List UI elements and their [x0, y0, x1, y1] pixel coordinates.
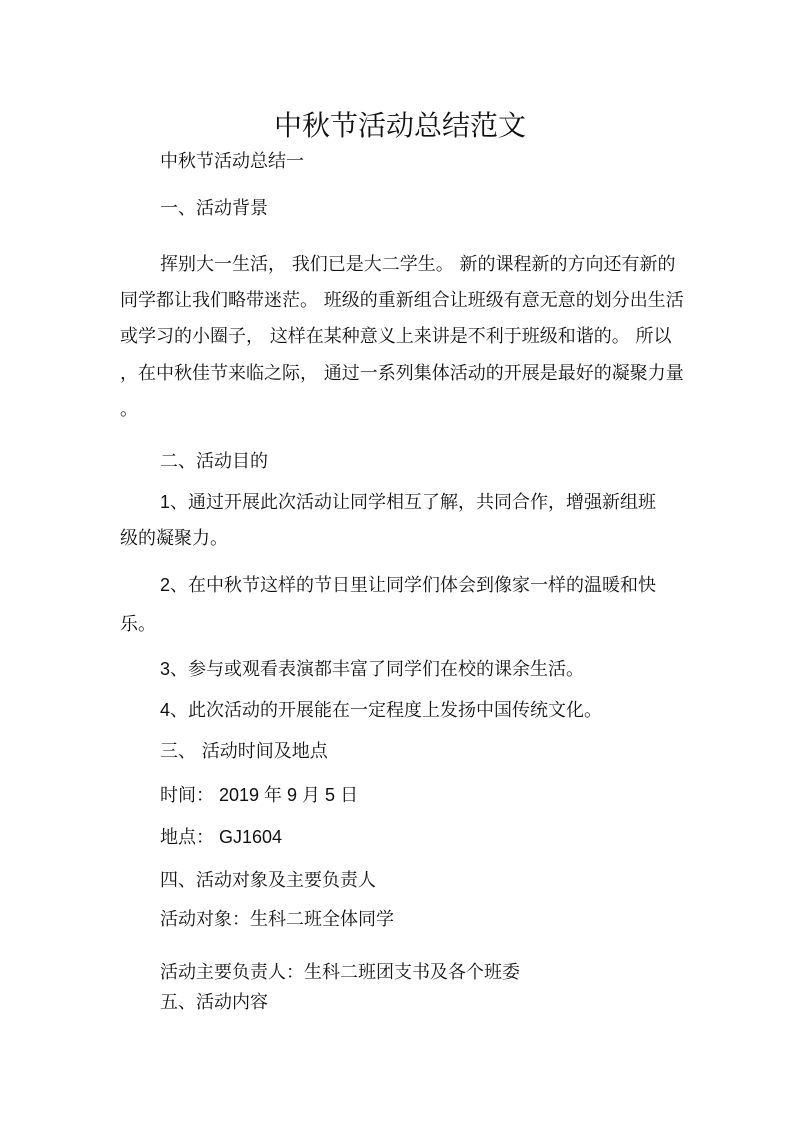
section1-paragraph-line: 或学习的小圈子， 这样在某种意义上来讲是不利于班级和谐的。 所以: [120, 326, 672, 347]
section2-item1-line2: 级的凝聚力。: [120, 528, 228, 549]
section1-paragraph-line: 挥别大一生活， 我们已是大二学生。 新的课程新的方向还有新的: [160, 254, 676, 275]
section1-heading: 一、活动背景: [160, 198, 268, 219]
activity-place: 地点： GJ1604: [160, 827, 283, 847]
section3-heading: 三、 活动时间及地点: [160, 741, 328, 762]
section1-paragraph-line: 。: [120, 399, 138, 420]
section1-paragraph-line: ，在中秋佳节来临之际， 通过一系列集体活动的开展是最好的凝聚力量: [120, 363, 684, 384]
activity-time: 时间： 2019 年 9 月 5 日: [160, 785, 359, 805]
document-subtitle: 中秋节活动总结一: [160, 151, 304, 172]
activity-leader: 活动主要负责人：生科二班团支书及各个班委: [160, 962, 520, 983]
section2-item2-line1: 2、在中秋节这样的节日里让同学们体会到像家一样的温暖和快: [160, 575, 657, 595]
section2-heading: 二、活动目的: [160, 451, 268, 472]
section2-item4: 4、此次活动的开展能在一定程度上发扬中国传统文化。: [160, 700, 603, 720]
section2-item2-line2: 乐。: [120, 614, 156, 635]
section1-paragraph-line: 同学都让我们略带迷茫。 班级的重新组合让班级有意无意的划分出生活: [120, 290, 684, 311]
section2-item3: 3、参与或观看表演都丰富了同学们在校的课余生活。: [160, 659, 585, 679]
section5-heading: 五、活动内容: [160, 992, 268, 1013]
section2-item1-line1: 1、通过开展此次活动让同学相互了解，共同合作，增强新组班: [160, 492, 657, 512]
section4-heading: 四、活动对象及主要负责人: [160, 870, 376, 891]
activity-target: 活动对象：生科二班全体同学: [160, 909, 394, 930]
document-title: 中秋节活动总结范文: [273, 109, 526, 142]
